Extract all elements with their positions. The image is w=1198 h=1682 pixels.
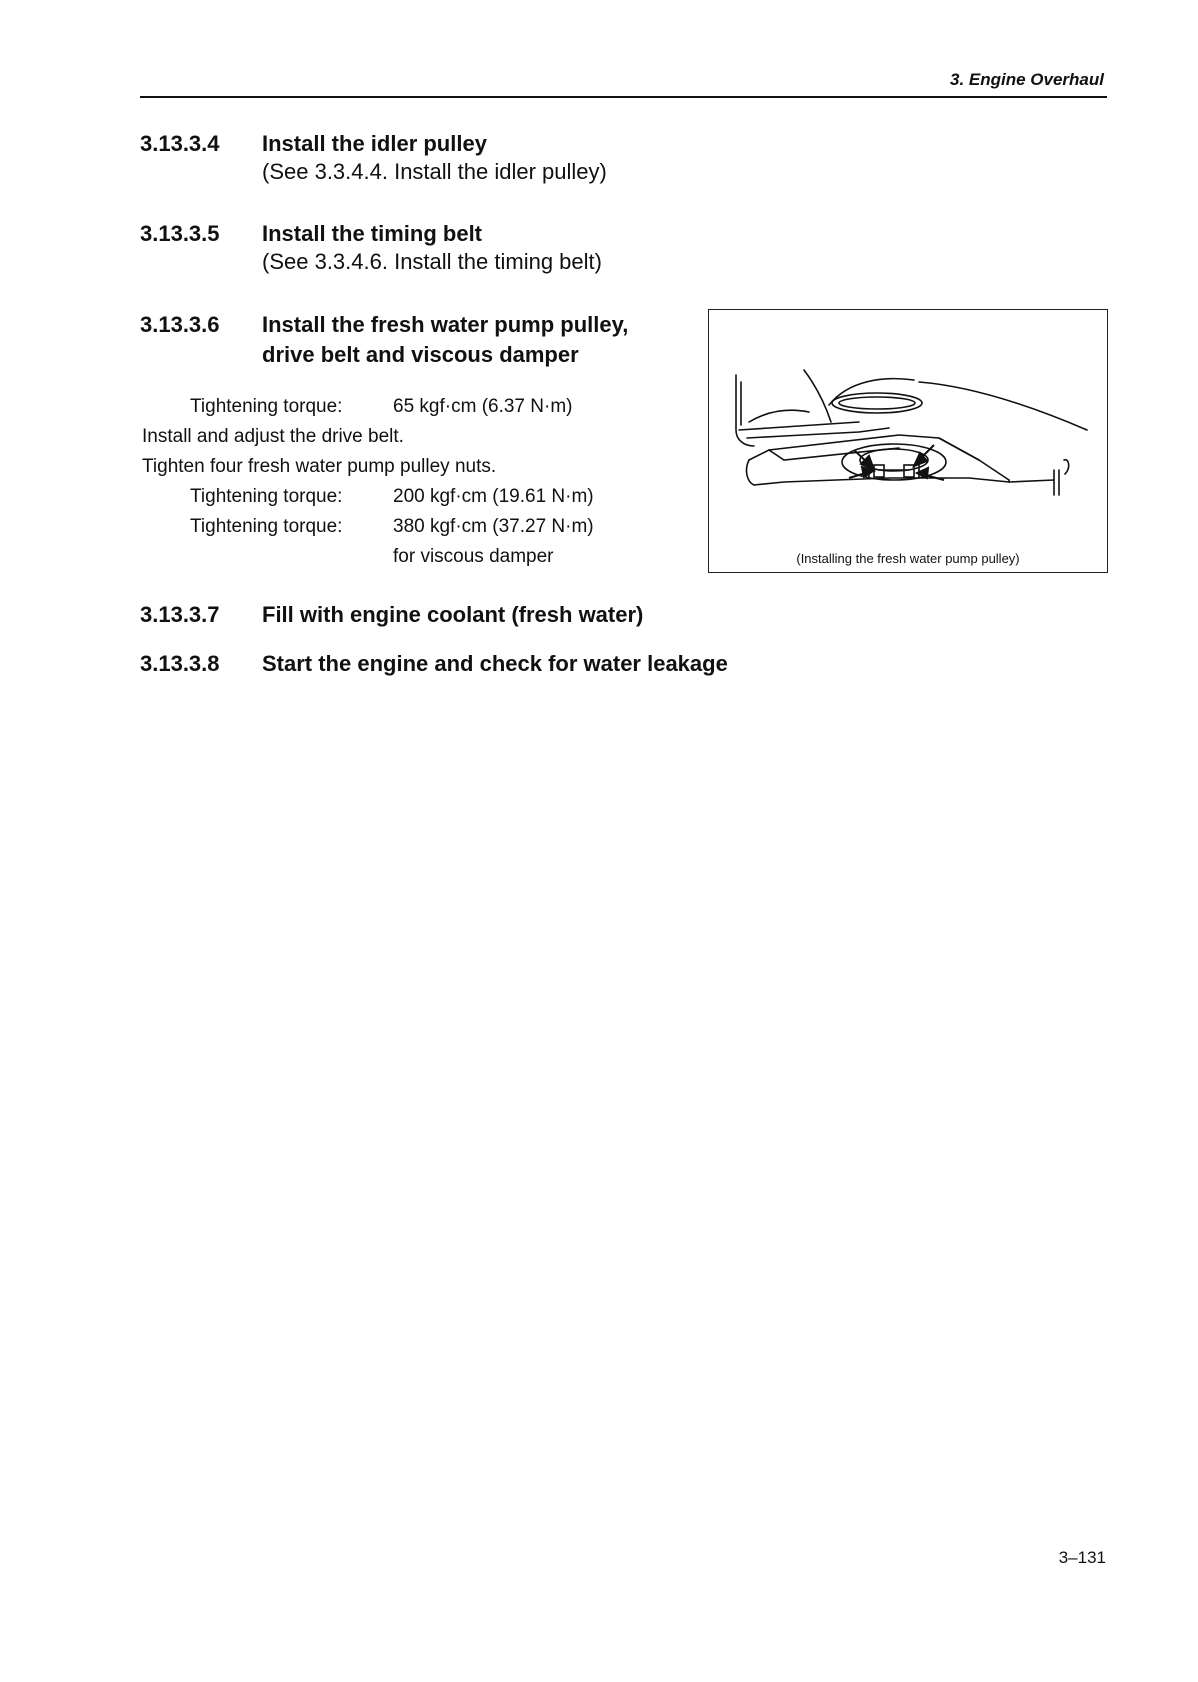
pump-pulley-figure bbox=[708, 309, 1108, 573]
chapter-title: 3. Engine Overhaul bbox=[950, 70, 1104, 89]
section-title-line-2: drive belt and viscous damper bbox=[262, 342, 579, 367]
torque-value: 200 kgf·cm (19.61 N·m) bbox=[393, 486, 594, 507]
header-rule bbox=[140, 96, 1107, 98]
section-number: 3.13.3.6 bbox=[140, 312, 220, 337]
section-number: 3.13.3.4 bbox=[140, 131, 220, 156]
section-title: Start the engine and check for water leakage bbox=[262, 651, 728, 676]
section-number: 3.13.3.5 bbox=[140, 221, 220, 246]
section-number: 3.13.3.8 bbox=[140, 651, 220, 676]
section-title-line-1: Install the fresh water pump pulley, bbox=[262, 312, 629, 337]
figure-caption: (Installing the fresh water pump pulley) bbox=[796, 551, 1020, 566]
section-title: Fill with engine coolant (fresh water) bbox=[262, 602, 644, 627]
section-title: Install the timing belt bbox=[262, 221, 483, 246]
pump-pulley-illustration bbox=[709, 310, 1109, 574]
torque-value: 380 kgf·cm (37.27 N·m) bbox=[393, 516, 594, 537]
torque-note: for viscous damper bbox=[393, 546, 554, 567]
torque-label: Tightening torque: bbox=[190, 516, 343, 537]
section-reference: (See 3.3.4.6. Install the timing belt) bbox=[262, 249, 602, 274]
torque-label: Tightening torque: bbox=[190, 486, 343, 507]
torque-label: Tightening torque: bbox=[190, 396, 343, 417]
section-title: Install the idler pulley bbox=[262, 131, 487, 156]
torque-value: 65 kgf·cm (6.37 N·m) bbox=[393, 396, 573, 417]
section-number: 3.13.3.7 bbox=[140, 602, 220, 627]
section-reference: (See 3.3.4.4. Install the idler pulley) bbox=[262, 159, 607, 184]
page-number: 3–131 bbox=[1058, 1548, 1106, 1567]
instruction-line: Install and adjust the drive belt. bbox=[142, 426, 404, 447]
instruction-line: Tighten four fresh water pump pulley nuts. bbox=[142, 456, 497, 477]
